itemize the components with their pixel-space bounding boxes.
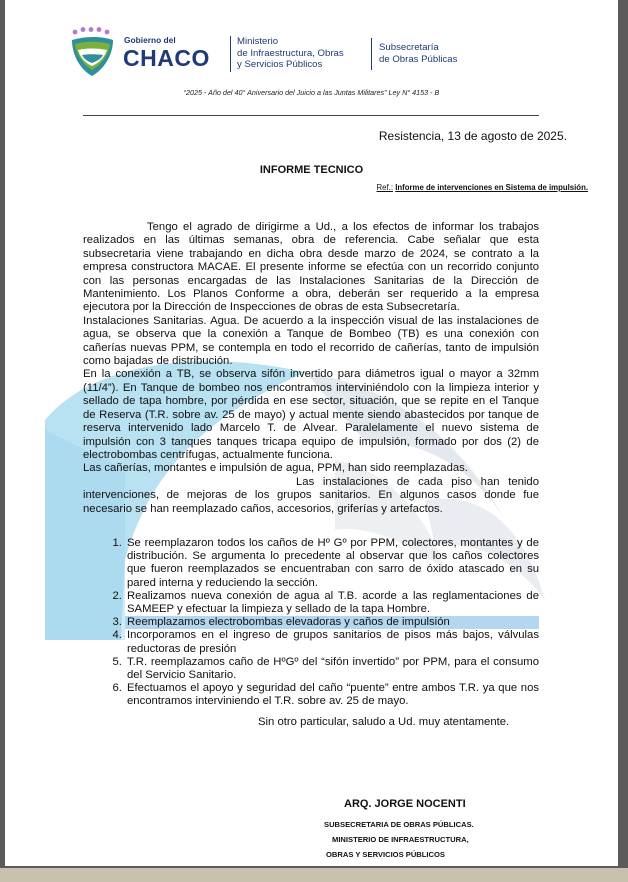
paragraph: Instalaciones Sanitarias. Agua. De acuerdo a la inspección visual de las instalaciones de agua, se observa que la conexión a Tanque de Bombeo (TB) es una conexión con cañerías nuevas PPM, se contempla en todo el recorrido de cañerías, tanto de impulsión como bajadas de distribución. bbox=[83, 314, 539, 368]
logo-big-text: CHACO bbox=[123, 45, 210, 71]
subsecretaria-line: de Obras Públicas bbox=[379, 53, 458, 65]
document-date: Resistencia, 13 de agosto de 2025. bbox=[378, 129, 567, 143]
signature-line: SUBSECRETARIA DE OBRAS PÚBLICAS. bbox=[324, 820, 474, 829]
list-item: 5. T.R. reemplazamos caño de HºGº del “sifón invertido” por PPM, para el consumo del Servicio Sanitario. bbox=[125, 656, 539, 682]
ministerio-block bbox=[237, 36, 344, 71]
document-page bbox=[5, 0, 618, 866]
paragraph: Las cañerías, montantes e impulsión de agua, PPM, han sido reemplazadas. bbox=[83, 462, 468, 475]
list-item: 1. Se reemplazaron todos los caños de Hº Gº por PPM, colectores, montantes y de distribución. Se argumenta lo precedente al observar que los caños colectores que fueron reemplazados se encuentraban con sarro de óxido atascado en su pared interna y reduciendo la sección. bbox=[125, 537, 539, 590]
document-body bbox=[83, 221, 539, 516]
header-divider bbox=[371, 38, 372, 70]
ministerio-line: de Infraestructura, Obras bbox=[237, 47, 344, 59]
intervention-list bbox=[83, 537, 539, 709]
header-motto: “2025 - Año del 40° Aniversario del Juicio a las Juntas Militares” Ley N° 4153 - B bbox=[183, 88, 440, 97]
closing-line: Sin otro particular, saludo a Ud. muy atentamente. bbox=[258, 716, 510, 728]
logo-small-text: Gobierno del bbox=[124, 35, 176, 45]
list-item: 6. Efectuamos el apoyo y seguridad del caño “puente” entre ambos T.R. ya que nos encontramos interviniendo el T.R. sobre av. 25 de mayo. bbox=[125, 682, 539, 708]
signature-line: OBRAS Y SERVICIOS PÚBLICOS bbox=[326, 850, 445, 859]
subsecretaria-line: Subsecretaría bbox=[379, 42, 439, 53]
header-rule bbox=[83, 115, 539, 116]
paragraph: Tengo el agrado de dirigirme a Ud., a los efectos de informar los trabajos realizados en las últimas semanas, obra de referencia. Cabe señalar que esta subsecretaria viene trabajando en dicha obra desde marzo de 2024, se contrato a la empresa constructora MACAE. El presente informe se efectúa con un recorrido conjunto con las personas encargadas de las Instalaciones Sanitarias de la Dirección de Mantenimiento. Los Planos Conforme a obra, deberán ser requerido a la empresa ejecutora por la Dirección de Inspecciones de obras de esta Subsecretaría. bbox=[83, 221, 539, 314]
paragraph: En la conexión a TB, se observa sifón invertido para diámetros igual o mayor a 32mm (11/4”). En Tanque de bombeo nos encontramos interviniéndolo con la limpieza interior y sellado de tapa hombre, por pérdida en ese sector, situación, que se repite en el Tanque de Reserva (T.R. sobre av. 25 de mayo) y actual mente siendo abastecidos por tanque de reserva intervenido lado Marcelo T. de Alvear. Paralelamente el nuevo sistema de impulsión con 3 tanques tanques tricapa equipo de impulsión, formado por dos (2) de electrobombas centrífugas, actualmente funciona. bbox=[83, 368, 539, 461]
ministerio-line: Ministerio bbox=[237, 36, 279, 47]
background-strip bbox=[0, 868, 628, 882]
paragraph: Las instalaciones de cada piso han tenido intervenciones, de mejoras de los grupos sanitarios. En algunos casos donde fue necesario se han reemplazado caños, accesorios, griferías y artefactos. bbox=[83, 475, 539, 515]
ministerio-line: y Servicios Públicos bbox=[237, 59, 323, 70]
reference-value: Informe de intervenciones en Sistema de impulsión. bbox=[395, 183, 588, 192]
reference-label: Ref.: bbox=[376, 183, 394, 192]
list-item: 2. Realizamos nueva conexión de agua al T.B. acorde a las reglamentaciones de SAMEEP y efectuar la limpieza y sellado de la tapa Hombre. bbox=[125, 590, 539, 616]
document-title: INFORME TECNICO bbox=[259, 164, 364, 176]
reference-line bbox=[377, 183, 588, 192]
header-divider bbox=[230, 36, 231, 72]
list-item: 4. Incorporamos en el ingreso de grupos sanitarios de pisos más bajos, válvulas reductoras de presión bbox=[125, 629, 539, 655]
chaco-leaf-logo-icon bbox=[69, 26, 117, 78]
signature-name: ARQ. JORGE NOCENTI bbox=[344, 798, 466, 810]
signature-line: MINISTERIO DE INFRAESTRUCTURA, bbox=[332, 835, 469, 844]
list-item-highlighted: 3. Reemplazamos electrobombas elevadoras y caños de impulsión bbox=[125, 616, 539, 629]
subsecretaria-block bbox=[379, 42, 457, 65]
